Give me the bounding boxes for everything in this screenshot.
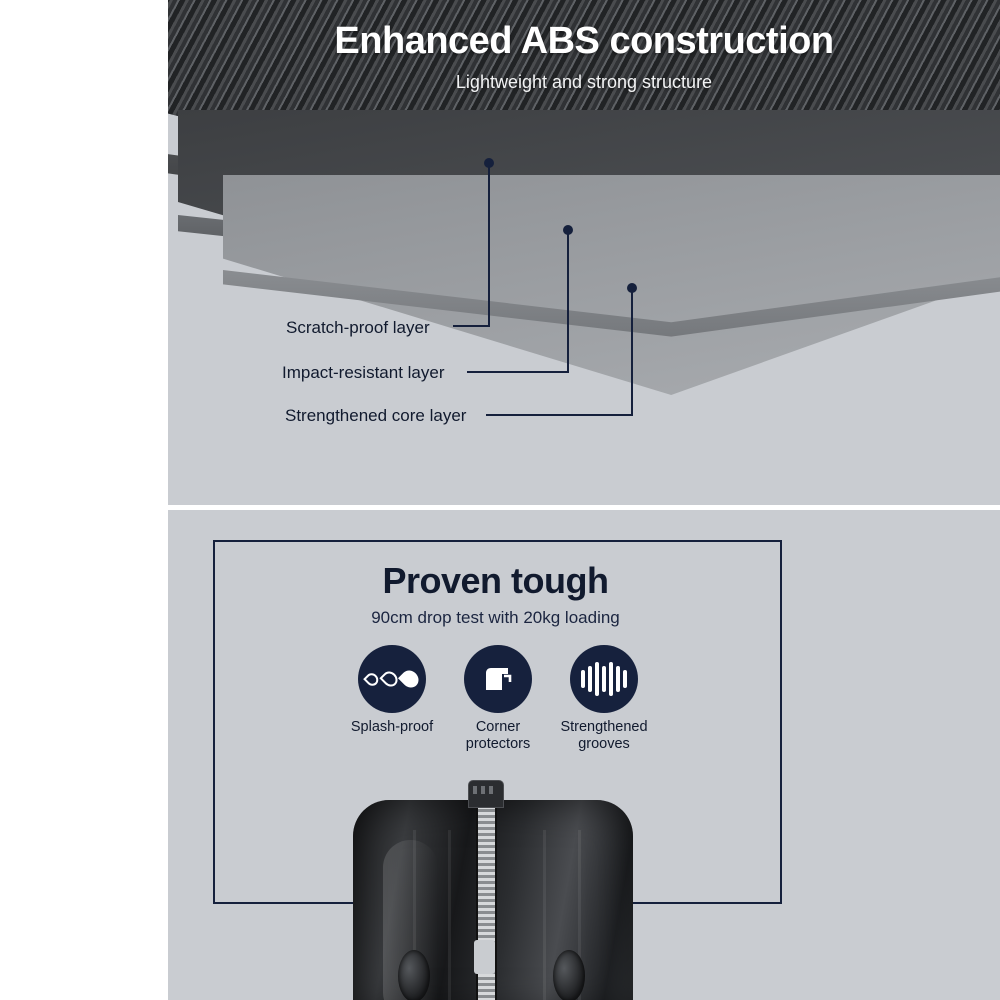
callout-lines — [168, 0, 1000, 505]
suitcase-dimple-left — [398, 950, 430, 1000]
corner-protector-icon — [464, 645, 532, 713]
feature-label-corner-protectors: Corner protectors — [465, 719, 531, 752]
callout-label-scratch-proof: Scratch-proof layer — [286, 318, 430, 337]
panel1-subtitle: Lightweight and strong structure — [455, 72, 713, 92]
callout-label-strengthened-core: Strengthened core layer — [285, 406, 467, 425]
callout-label-impact-resistant: Impact-resistant layer — [282, 363, 445, 382]
suitcase-combination-lock — [468, 780, 504, 808]
panel1-title: Enhanced ABS construction — [334, 20, 834, 62]
feature-list — [343, 645, 653, 752]
panel2-subtitle: 90cm drop test with 20kg loading — [371, 608, 620, 627]
feature-splash-proof — [343, 645, 441, 752]
suitcase-image — [348, 780, 638, 1000]
water-drops-icon — [358, 645, 426, 713]
panel2-title: Proven tough — [382, 560, 609, 601]
suitcase-dimple-right — [553, 950, 585, 1000]
feature-corner-protectors — [449, 645, 547, 752]
feature-label-splash-proof: Splash-proof — [350, 719, 434, 735]
feature-strengthened-grooves — [555, 645, 653, 752]
feature-label-strengthened-grooves: Strengthened grooves — [560, 719, 648, 752]
suitcase-zipper-pull — [474, 940, 495, 974]
suitcase-lock-dials — [473, 786, 497, 794]
grooves-icon — [570, 645, 638, 713]
proven-tough-panel — [168, 510, 1000, 1000]
abs-construction-panel — [168, 0, 1000, 505]
